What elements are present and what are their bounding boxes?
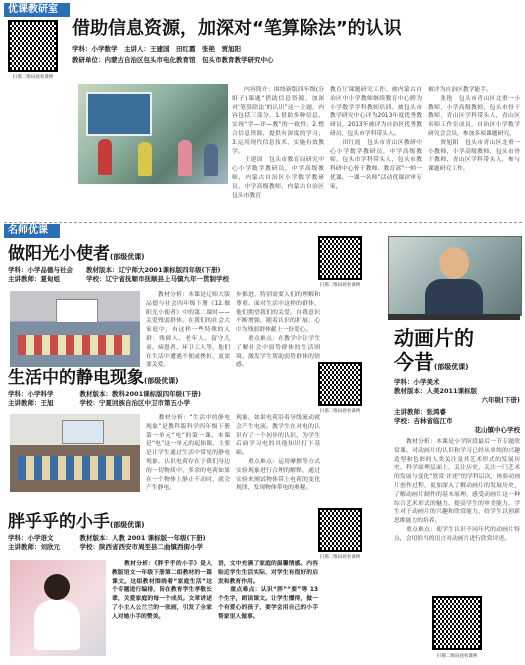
intro-text-col1: 内容简介：围绕新版四年级(分组子)课题“借助信息资源，加深对‘笔算除法’的认识”这一主题，内容包括三部分，1.借助多种信息，实现“学—评—教”的一致性；2.整合信息资源，提供有深度的学习；3.运用现代信息技术，实施有效教学。 王建国 包头市教育局研究中心小学数学教研员，中学高级教师，内蒙古自治区小学数学教研员，中学高级教师，内蒙古自治区包头市教育 xyxy=(232,87,324,199)
lesson3-qr-code-icon[interactable] xyxy=(318,508,362,552)
lesson3-text-col2: 语，文中充满了家庭的温馨情感。内容贴近学生生活实际，对学生有很好的启发和教育作用。 重点难点：认识“胖”“要”等 13 个生字，朗读课文。让学生懂得，做一个有爱心的孩子，要学会用自己的小手帮家里人做事。 xyxy=(218,561,318,620)
lesson4-meta-teacher: 主讲教师：张鸿睿 xyxy=(394,408,446,416)
classroom-video-thumbnail[interactable] xyxy=(78,84,228,184)
lesson1-title xyxy=(8,244,144,267)
lesson1-qr-code-icon[interactable] xyxy=(318,236,362,280)
lesson4-qr-caption: 扫描二维码观看课例 xyxy=(436,654,478,659)
intro-text-col3: 被评为自治区教学能手。 张艳 包头市青山区北重一小教师，小学高级教师，包头市骨干教师，青山区学科带头人，青山区名师工作室成员，自治区小学数学研究会会员，参加多项课题研究。 贾旭阳 包头市青山区北重一小教师，小学高级教师，包头市骨干教师，青山区学科带头人，参与课题研究工作。 xyxy=(428,87,520,173)
lesson-meta-unit: 教研单位：内蒙古自治区包头市电化教育馆 包头市教育教学研究中心 xyxy=(72,56,274,64)
lesson2-text-col1: 教材分析：“生活中的静电现象”是教科版科学四年级下册第一单元“电”的第一课。本课是“电”这一单元的起始课，主要是让学生通过生活中常见的静电现象，认识电荷存在于我们身边的一切物质中，多余的电荷如果在一个物体上静止不动时，就会产生静电。 xyxy=(146,415,230,492)
lesson1-meta-teacher: 主讲教师：夏甸姐 学校：辽宁省抚顺市抚顺县上马镇九年一贯制学校 xyxy=(8,275,229,283)
lesson4-title-line1: 动画片的 xyxy=(394,326,474,350)
lesson-meta-subject: 学科：小学数学 主讲人：王建国 田红霞 张艳 贾旭阳 xyxy=(72,45,241,53)
lesson4-title-line2: 今昔 xyxy=(394,350,434,374)
lesson4-meta-edition: 教材版本：人美2011课标版 xyxy=(394,387,478,395)
lesson1-text-col2: 步推进，特别需要人们的理解和尊重。面对生活中这样的群体，他们期望我们的关爱。自我意识不断增强，随着认识的扩展，心中为残弱群体献上一份爱心。 重点难点：在教学中让学生了解社会中弱势群体的生活困境，激发学生帮助弱势群体的情感。 xyxy=(236,292,320,369)
lesson3-version-tag: (部级优课) xyxy=(110,521,145,529)
lesson2-qr-caption: 扫描二维码观看课例 xyxy=(319,409,361,414)
lesson1-classroom-photo[interactable] xyxy=(10,291,140,367)
lesson3-meta-subject: 学科：小学语文 教材版本：人教 2001 课标版一年级(下册) xyxy=(8,534,206,542)
lesson2-meta-teacher: 主讲教师：王旭 学校：宁夏回族自治区中卫市第五小学 xyxy=(8,399,190,407)
lesson3-qr-caption: 扫描二维码观看课例 xyxy=(319,555,361,560)
lesson-title: 借助信息资源，加深对“笔算除法”的认识 xyxy=(72,18,402,39)
lesson3-meta-teacher: 主讲教师：刘欣元 学校：陕西省西安市周至县二曲镇西街小学 xyxy=(8,543,203,551)
intro-text-col2: 教育厅课题研究工作。被内蒙古自治区中小学教师继续教育中心聘为小学数学学科教师培训。被包头市教学研究中心评为2013年度优秀教研员，2013年被评为自治区优秀教研员，包头市学科带头人。 田红霞 包头市青山区教研中心小学数学教研员，中学高级教师，包头市学科带头人，包头市教科研中心骨干教师。教育部“一师一优课，一课一名师”活动优课评审专家， xyxy=(330,87,422,190)
divider xyxy=(4,222,522,223)
lesson1-version-tag: (部级优课) xyxy=(110,253,145,261)
section-header-mingshi-youke: 名师优课 xyxy=(4,224,60,238)
qr-caption: 扫描二维码观看课例 xyxy=(12,75,54,80)
lesson4-teacher-photo[interactable] xyxy=(388,236,522,316)
lesson1-meta-subject: 学科：小学品德与社会 教材版本：辽宁师大2001课标版四年级(下册) xyxy=(8,266,221,274)
lesson1-qr-caption: 扫描二维码观看课例 xyxy=(319,283,361,288)
lesson2-title xyxy=(8,368,178,391)
lesson4-text: 教材分析：本课是小学阶段最后一节专题欣赏课，对动画片的认识和学习已经从单纯的兴趣造型和色彩的人类关注及其艺术形式的发展历史、科学原理层面上，关注历史，关注一门艺术的发展与变化“欣赏·评述”的学科层次，体验动画片创作过程，更加深入了解动画片的发展历史，了解动画片制作的基本原理，感受动画片这一种综合艺术形式的魅力，提高学生的审美能力、学生对于动画片的兴趣和欣赏能力，给学生以创新思维能力的培养。 重点难点：使学生认识不同年代的动画片特点，会用恰当的语言对动画片进行欣赏评述。 xyxy=(394,439,520,542)
section-header-youke-jiaoyanshi: 优课教研室 xyxy=(4,3,70,17)
lesson4-meta-edition-grade: 六年级(下册) xyxy=(481,396,520,404)
lesson4-video-controls[interactable] xyxy=(388,314,520,320)
lesson4-meta-subject: 学科：小学美术 xyxy=(394,378,440,386)
lesson2-text-col2: 现象，如果电荷沿着导线流动就会产生电流。教学生在对电的认识有了一个初步的认识，为学生后面学习电的其他知识打下基础。 重点难点：运用摩擦等方式实验现象进行合理的解释，通过实验来测试物体带上电荷的变化规律，发现物体带电的奥秘。 xyxy=(236,415,320,492)
lesson4-title xyxy=(394,350,468,379)
lesson3-text-col1: 教材分析：《胖乎乎的小手》是人教版语文一年级下册第二组教材的一篇课文。这组教材围绕着“家庭生活”这个专题进行编排，旨在教育学生孝敬长辈，关爱家庭的每一个成员。文章讲述了小主人公兰兰的一张画，引发了全家人对她小手的赞美。 xyxy=(112,561,212,620)
lesson1-title-text: 做阳光小使者 xyxy=(8,244,110,264)
lesson1-text-col1: 教材分析：本课是辽师大版品德与社会四年级下册《12.做阳光小使者》中的第二课时——关爱残弱群体。在我们的社会大家庭中，有这样一些特殊的人群：残障人、老年人、留守儿童、病患者、环卫工人等，他们在生活中遭遇不便或挫折，更需要关爱。 xyxy=(146,292,230,369)
qr-code-icon[interactable] xyxy=(8,20,58,72)
lesson4-meta-school: 学校：吉林省临江市 xyxy=(394,417,453,425)
lesson2-meta-subject: 学科：小学科学 教材版本：教科2001课标版四年级(下册) xyxy=(8,390,202,398)
lesson3-teacher-photo[interactable] xyxy=(10,560,106,656)
lesson4-version-tag: (部级优课) xyxy=(434,363,469,371)
lesson4-qr-code-icon[interactable] xyxy=(432,596,482,650)
lesson3-title xyxy=(8,512,144,535)
lesson3-title-text: 胖乎乎的小手 xyxy=(8,512,110,532)
lesson4-meta-school-town: 花山镇中心学校 xyxy=(474,426,520,434)
lesson2-qr-code-icon[interactable] xyxy=(318,362,362,406)
lesson2-title-text: 生活中的静电现象 xyxy=(8,368,144,388)
lesson2-classroom-photo[interactable] xyxy=(10,414,140,492)
lesson2-version-tag: (部级优课) xyxy=(144,377,179,385)
